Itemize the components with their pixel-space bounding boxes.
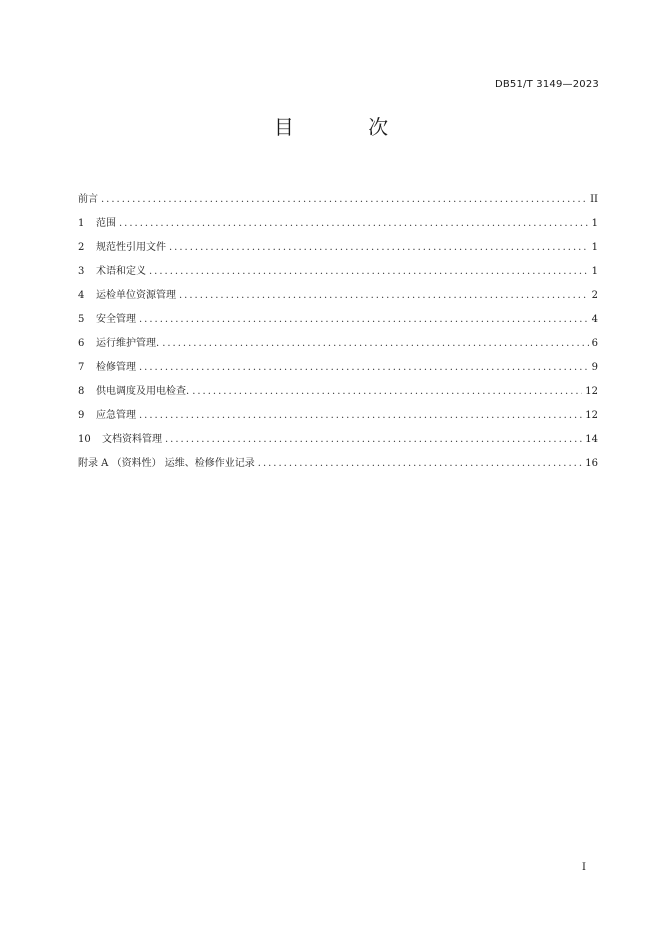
toc-item-page: 14 [585, 434, 598, 445]
toc-leader-dots [165, 430, 582, 450]
toc-item-page: 16 [585, 458, 598, 469]
toc-item-label: 范围 [96, 218, 116, 229]
toc-item-document-management[interactable] [78, 430, 598, 454]
toc-item-label: 规范性引用文件 [96, 242, 166, 253]
toc-item-number: 8 [78, 386, 85, 397]
toc-item-page: II [590, 194, 598, 205]
toc-item-number: 9 [78, 410, 85, 421]
toc-item-operation-maintenance[interactable] [78, 334, 598, 358]
toc-item-number: 7 [78, 362, 85, 373]
toc-item-number: 4 [78, 290, 85, 301]
toc-item-number: 5 [78, 314, 85, 325]
toc-item-label: 检修管理 [96, 362, 136, 373]
toc-item-label: 运行维护管理. [96, 338, 160, 349]
toc-leader-dots [119, 214, 589, 234]
toc-item-page: 2 [591, 290, 598, 301]
toc-leader-dots [179, 286, 589, 306]
toc-item-page: 9 [591, 362, 598, 373]
toc-item-number: 2 [78, 242, 85, 253]
toc-item-overhaul-management[interactable] [78, 358, 598, 382]
table-of-contents [78, 190, 598, 478]
document-code: DB51/T 3149—2023 [494, 79, 599, 90]
toc-item-label: 供电调度及用电检查. [96, 386, 190, 397]
toc-leader-dots [139, 310, 589, 330]
toc-item-scope[interactable] [78, 214, 598, 238]
toc-item-power-dispatch[interactable] [78, 382, 598, 406]
toc-item-resource-management[interactable] [78, 286, 598, 310]
toc-item-number: 10 [78, 434, 91, 445]
toc-item-label: 应急管理 [96, 410, 136, 421]
toc-item-label: 术语和定义 [96, 266, 146, 277]
toc-item-page: 6 [591, 338, 598, 349]
toc-item-label: 前言 [78, 194, 98, 205]
toc-item-normative-references[interactable] [78, 238, 598, 262]
toc-item-emergency-management[interactable] [78, 406, 598, 430]
toc-leader-dots [192, 382, 582, 402]
toc-leader-dots [139, 358, 589, 378]
toc-item-number: 3 [78, 266, 85, 277]
toc-item-page: 12 [585, 386, 598, 397]
toc-item-number: 6 [78, 338, 85, 349]
toc-item-page: 1 [591, 218, 598, 229]
toc-leader-dots [169, 238, 589, 258]
toc-item-safety-management[interactable] [78, 310, 598, 334]
toc-item-number: 1 [78, 218, 85, 229]
toc-item-terms-definitions[interactable] [78, 262, 598, 286]
toc-item-label: 运检单位资源管理 [96, 290, 176, 301]
toc-leader-dots [162, 334, 588, 354]
toc-item-appendix-a[interactable] [78, 454, 598, 478]
toc-item-page: 1 [591, 266, 598, 277]
toc-leader-dots [149, 262, 589, 282]
toc-item-label: 文档资料管理 [102, 434, 162, 445]
toc-item-preface[interactable] [78, 190, 598, 214]
toc-item-label: 附录 A （资料性） 运维、检修作业记录 [78, 458, 255, 469]
toc-leader-dots [101, 190, 587, 210]
page-title: 目 次 [273, 115, 423, 139]
page-number: I [582, 862, 586, 873]
toc-item-page: 1 [591, 242, 598, 253]
toc-item-page: 12 [585, 410, 598, 421]
toc-leader-dots [139, 406, 582, 426]
toc-item-page: 4 [591, 314, 598, 325]
toc-leader-dots [258, 454, 583, 474]
toc-item-label: 安全管理 [96, 314, 136, 325]
